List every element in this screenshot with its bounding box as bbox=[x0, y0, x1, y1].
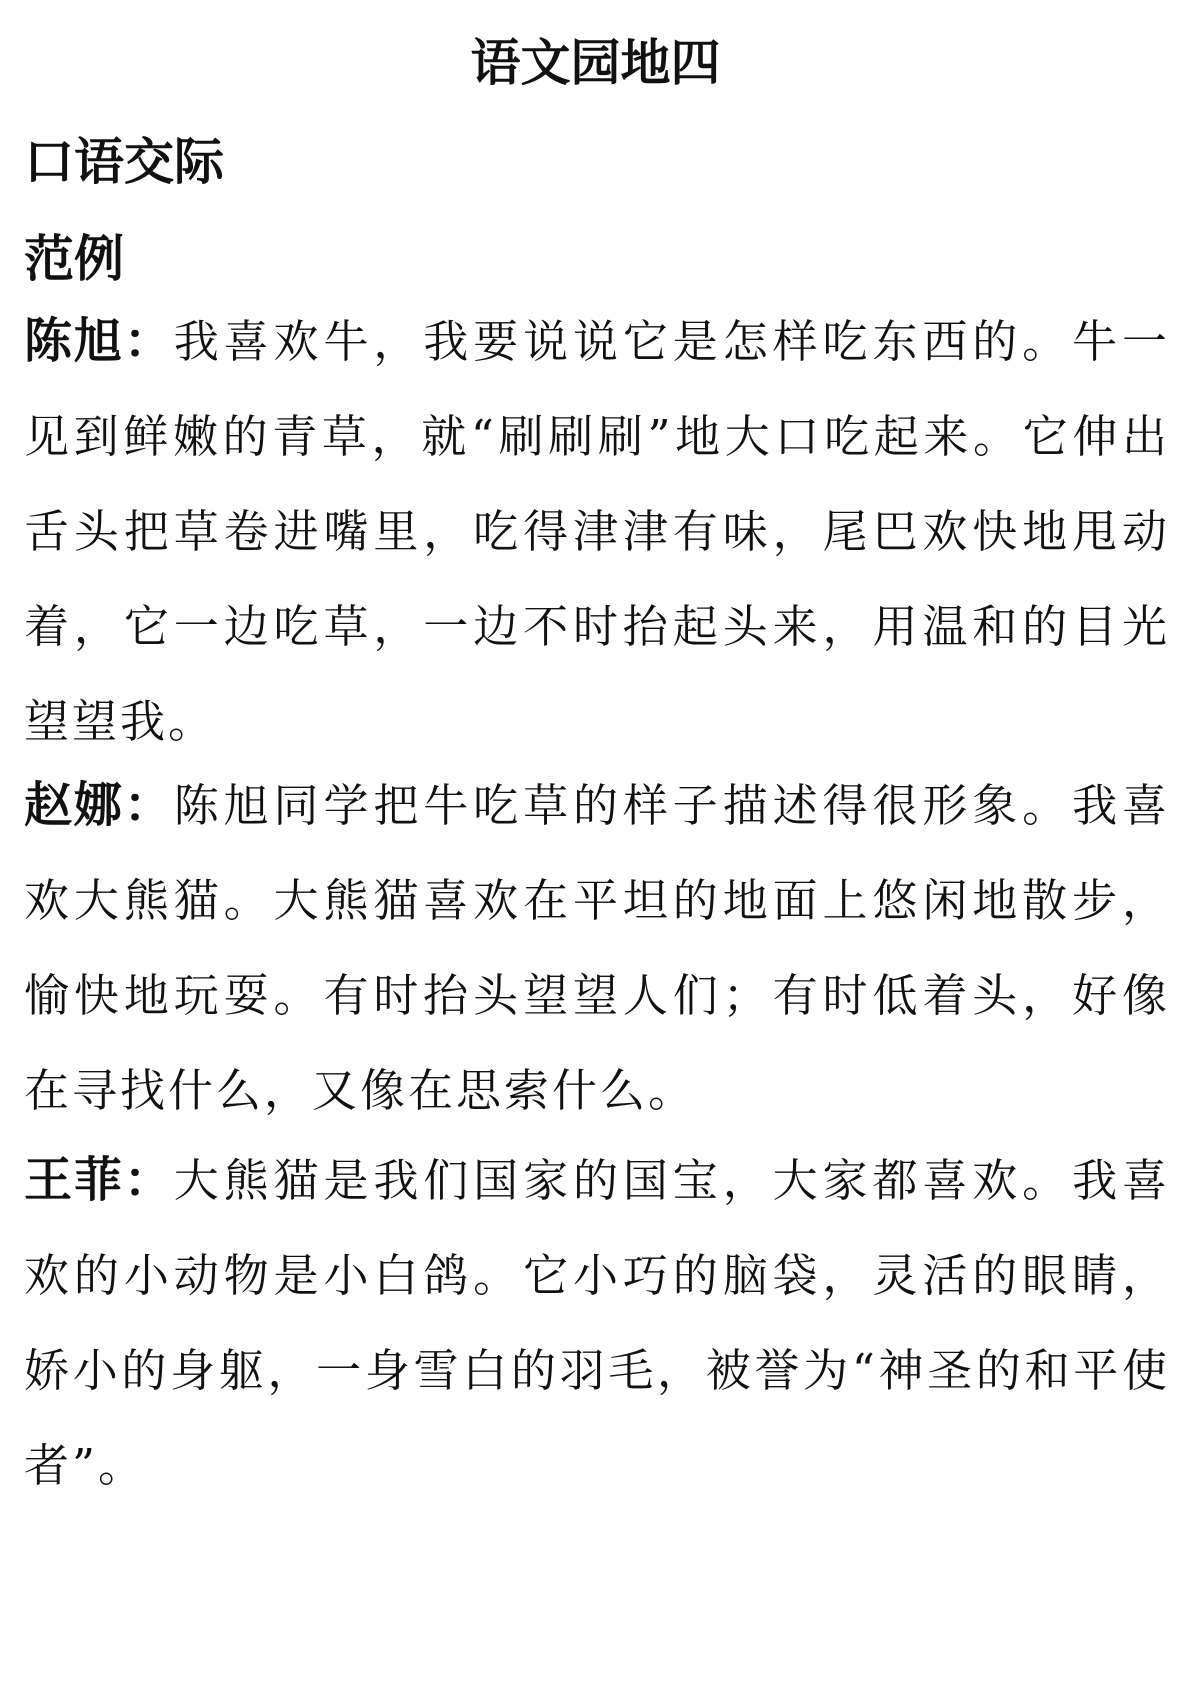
dialogue-text: 大熊猫是我们国家的国宝，大家都喜欢。我喜欢的小动物是小白鸽。它小巧的脑袋，灵活的眼睛，娇小的身躯，一身雪白的羽毛，被誉为“神圣的和平使者”。 bbox=[24, 1154, 1170, 1492]
section-heading: 口语交际 bbox=[24, 133, 224, 191]
dialogue-paragraph bbox=[24, 758, 1170, 1138]
speaker-name: 王菲： bbox=[24, 1152, 174, 1208]
subheading: 范例 bbox=[24, 230, 124, 288]
speaker-name: 陈旭： bbox=[24, 313, 174, 369]
speaker-name: 赵娜： bbox=[24, 777, 174, 833]
dialogue-text: 我喜欢牛，我要说说它是怎样吃东西的。牛一见到鲜嫩的青草，就“刷刷刷”地大口吃起来。它伸出舌头把草卷进嘴里，吃得津津有味，尾巴欢快地甩动着，它一边吃草，一边不时抬起头来，用温和的目光望望我。 bbox=[24, 315, 1170, 748]
dialogue-text: 陈旭同学把牛吃草的样子描述得很形象。我喜欢大熊猫。大熊猫喜欢在平坦的地面上悠闲地散步，愉快地玩耍。有时抬头望望人们；有时低着头，好像在寻找什么，又像在思索什么。 bbox=[24, 779, 1170, 1117]
dialogue-paragraph bbox=[24, 1133, 1170, 1513]
dialogue-paragraph bbox=[24, 294, 1170, 769]
page-title: 语文园地四 bbox=[470, 34, 721, 92]
